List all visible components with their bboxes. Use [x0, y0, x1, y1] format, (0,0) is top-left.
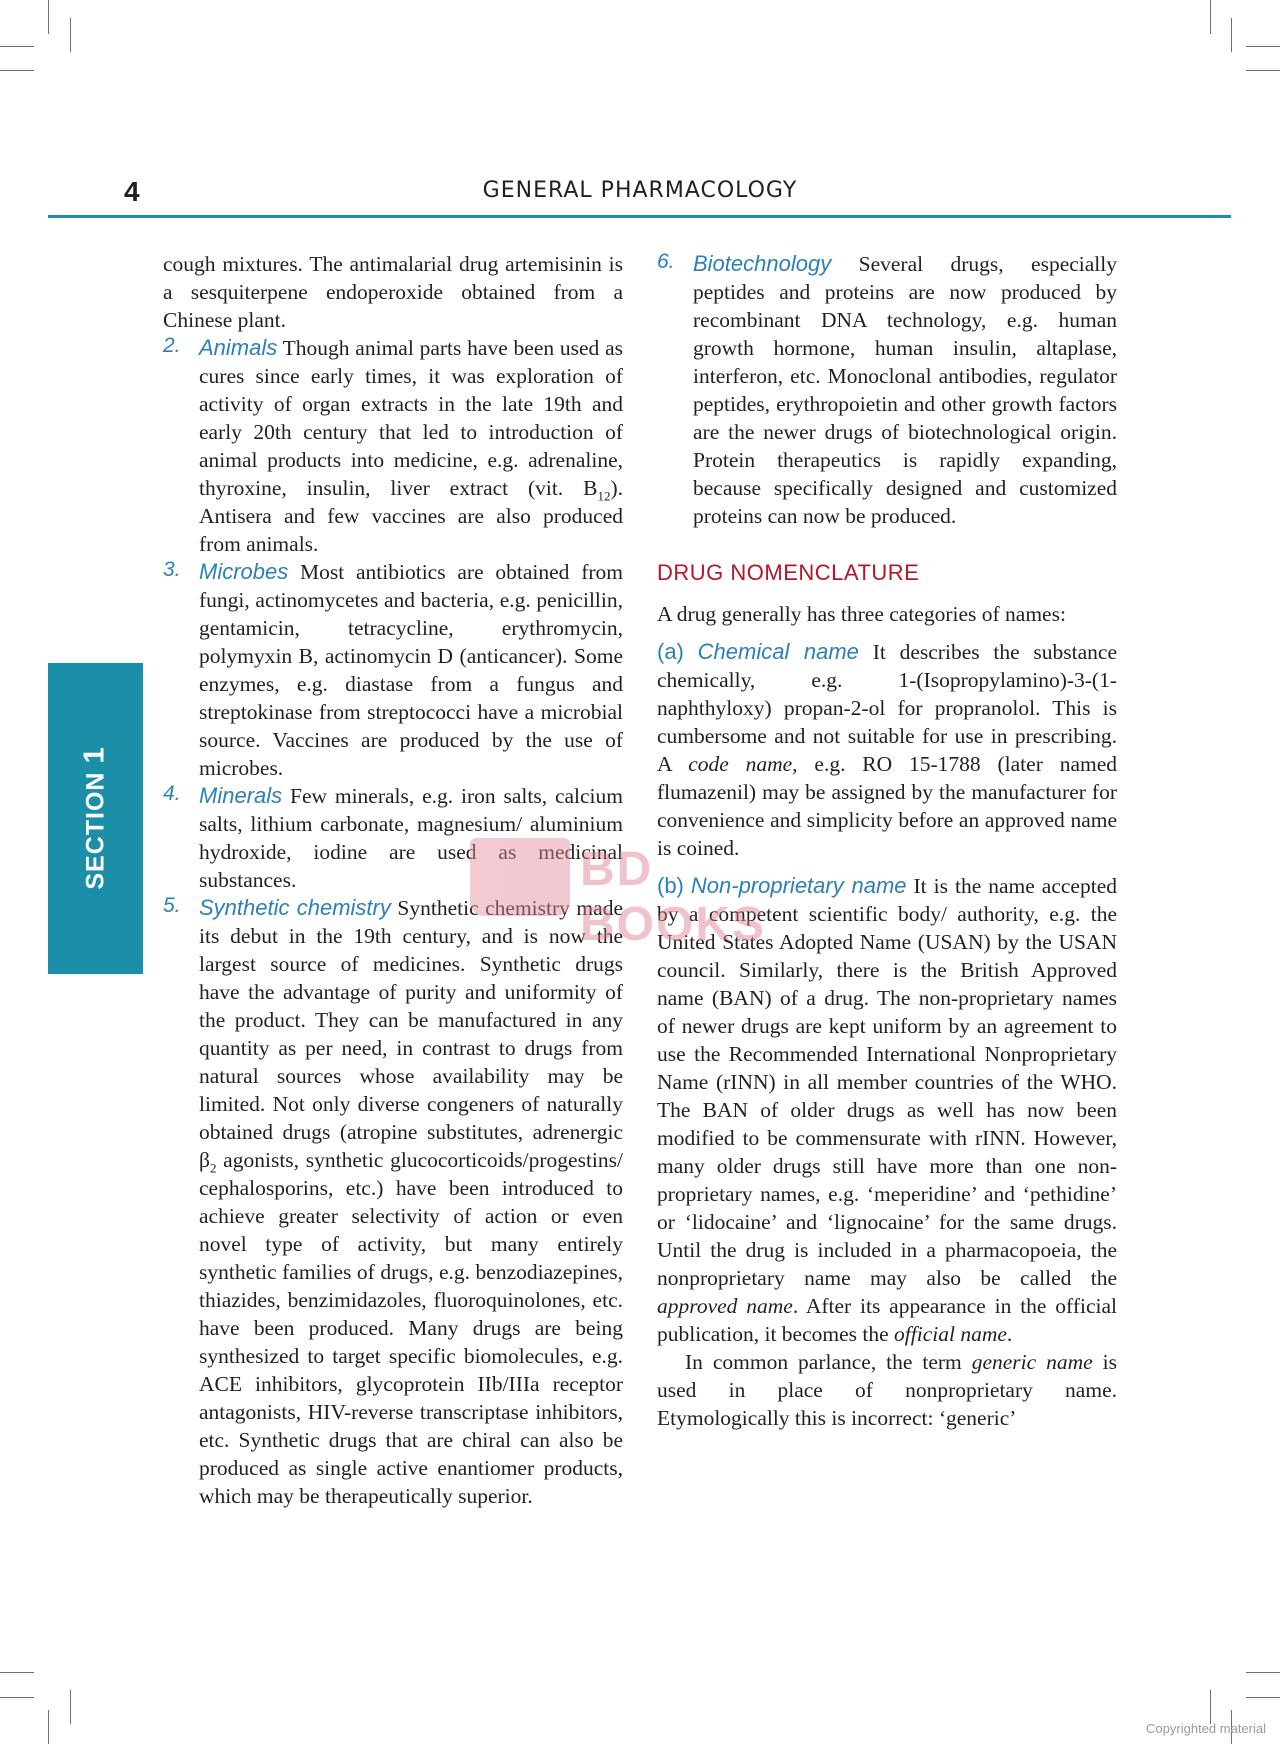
crop-mark — [1246, 1697, 1280, 1698]
list-item-microbes — [163, 558, 623, 782]
emphasis: generic name — [971, 1350, 1093, 1374]
chemical-name-paragraph — [657, 638, 1117, 862]
crop-mark — [70, 1690, 71, 1724]
section-number: 1 — [78, 746, 111, 764]
paragraph-text: It is the name accepted by a competent scientific body/ authority, e.g. the United States Adopted Name (USAN) by the USAN council. Similarly, there is the British Approved name (BAN) of a drug. The non-proprietary names of newer drugs are kept uniform by an agreement to use the Recommended International Nonproprietary Name (rINN) in all member countries of the WHO. The BAN of older drugs as well has now been modified to be commensurate with rINN. However, many older drugs still have more than one non-proprietary names, e.g. ‘meperidine’ and ‘pethidine’ or ‘lidocaine’ and ‘lignocaine’ for the same drugs. Until the drug is included in a pharmacopoeia, the nonproprietary name may also be called the — [657, 874, 1117, 1290]
list-number: 6. — [657, 250, 675, 273]
list-number: 2. — [163, 334, 181, 357]
item-text: ). Antisera and few vaccines are also produced from animals. — [199, 476, 623, 556]
section-heading: DRUG NOMENCLATURE — [657, 560, 920, 585]
intro-paragraph: A drug generally has three categories of names: — [657, 602, 1066, 626]
watermark-text: BD BOOKS — [580, 843, 767, 951]
term-microbes: Microbes — [199, 559, 289, 584]
subsection-marker: (b) — [657, 873, 684, 898]
running-head: GENERAL PHARMACOLOGY — [482, 178, 798, 203]
crop-mark — [70, 18, 71, 52]
list-item-synthetic-chemistry — [163, 894, 623, 1510]
left-column — [163, 250, 623, 1510]
term-synthetic-chemistry: Synthetic chemistry — [199, 895, 391, 920]
paragraph-text: . — [1006, 1322, 1013, 1346]
paragraph-text: e.g. RO 15-1788 (later named flumazenil) may be assigned by the manufacturer for convenience and simplicity before an approved name is coined. — [657, 752, 1117, 860]
crop-mark — [48, 0, 49, 34]
item-text: agonists, synthetic glucocorticoids/progestins/ cephalosporins, etc.) have been introduced to achieve greater selectivity of action or even novel type of activity, but many entirely synthetic families of drugs, e.g. benzodiazepines, thiazides, benzimidazoles, fluoroquinolones, etc. have been produced. Many drugs are being synthesized to target specific biomolecules, e.g. ACE inhibitors, glycoprotein IIb/IIIa receptor antagonists, HIV-reverse transcriptase inhibitors, etc. Synthetic drugs that are chiral can also be produced as single active enantiomer products, which may be therapeutically superior. — [199, 1148, 623, 1508]
crop-mark — [1231, 18, 1232, 52]
subscript: 2 — [209, 1160, 217, 1176]
term-animals: Animals — [199, 335, 278, 360]
list-item-biotechnology — [657, 250, 1117, 530]
header-rule — [48, 215, 1231, 218]
term-biotechnology: Biotechnology — [693, 251, 832, 276]
crop-mark — [1246, 46, 1280, 47]
crop-mark — [0, 1697, 34, 1698]
item-text: Few minerals, e.g. iron salts, calcium salts, lithium carbonate, magnesium/ aluminium hydroxide, iodine are used as medicinal substances. — [199, 784, 623, 892]
subscript: 12 — [597, 488, 611, 504]
crop-mark — [48, 1710, 49, 1744]
nonproprietary-name-paragraph — [657, 872, 1117, 1348]
right-column — [657, 250, 1117, 1432]
paragraph-text: is used in place of nonproprietary name. Etymologically this is incorrect: ‘generic’ — [657, 1350, 1117, 1430]
item-text: Though animal parts have been used as cures since early times, it was exploration of activity of organ extracts in the late 19th and early 20th century that led to introduction of animal products into medicine, e.g. adrenaline, thyroxine, insulin, liver extract (vit. B — [199, 336, 623, 500]
emphasis: approved name — [657, 1294, 793, 1318]
generic-name-paragraph — [657, 1348, 1117, 1432]
page-number: 4 — [124, 176, 140, 207]
list-number: 3. — [163, 558, 181, 581]
crop-mark — [1210, 1690, 1211, 1724]
paragraph-text: . After its appearance in the official publication, it becomes the — [657, 1294, 1117, 1346]
crop-mark — [1210, 0, 1211, 34]
item-text: Several drugs, especially peptides and proteins are now produced by recombinant DNA technology, e.g. human growth hormone, human insulin, altaplase, interferon, etc. Monoclonal antibodies, regulator peptides, erythropoietin and other growth factors are the newer drugs of biotechnological origin. Protein therapeutics is rapidly expanding, because specifically designed and customized proteins can now be produced. — [693, 252, 1117, 528]
crop-mark — [0, 1672, 34, 1673]
item-text: Synthetic chemistry made its debut in the 19th century, and is now the largest source of medicines. Synthetic drugs have the advantage of purity and uniformity of the product. They can be manufactured in any quantity as per need, in contrast to drugs from natural sources whose availability may be limited. Not only diverse congeners of naturally obtained drugs (atropine substitutes, adrenergic β — [199, 896, 623, 1172]
list-item-minerals — [163, 782, 623, 894]
section-label — [79, 746, 112, 889]
term-minerals: Minerals — [199, 783, 283, 808]
term-nonproprietary-name: Non-proprietary name — [690, 873, 907, 898]
term-chemical-name: Chemical name — [697, 639, 859, 664]
emphasis: code name, — [688, 752, 798, 776]
emphasis: official name — [894, 1322, 1007, 1346]
section-label-text: SECTION — [81, 771, 110, 890]
copyright-notice: Copyrighted material — [1146, 1721, 1266, 1736]
crop-mark — [1246, 1672, 1280, 1673]
list-number: 5. — [163, 894, 181, 917]
list-item-animals — [163, 334, 623, 558]
crop-mark — [1246, 70, 1280, 71]
subsection-marker: (a) — [657, 639, 684, 664]
list-number: 4. — [163, 782, 181, 805]
continuation-paragraph: cough mixtures. The antimalarial drug artemisinin is a sesquiterpene endoperoxide obtained from a Chinese plant. — [163, 252, 623, 332]
paragraph-text: In common parlance, the term — [685, 1350, 972, 1374]
crop-mark — [0, 46, 34, 47]
crop-mark — [0, 70, 34, 71]
item-text: Most antibiotics are obtained from fungi, actinomycetes and bacteria, e.g. penicillin, gentamicin, tetracycline, erythromycin, polymyxin B, actinomycin D (anticancer). Some enzymes, e.g. diastase from a fungus and streptokinase from streptococci have a microbial source. Vaccines are produced by the use of microbes. — [199, 560, 623, 780]
paragraph-text: It describes the substance chemically, e.g. 1-(Isopropylamino)-3-(1-naphthyloxy) propan-2-ol for propranolol. This is cumbersome and not suitable for use in prescribing. A — [657, 640, 1118, 776]
